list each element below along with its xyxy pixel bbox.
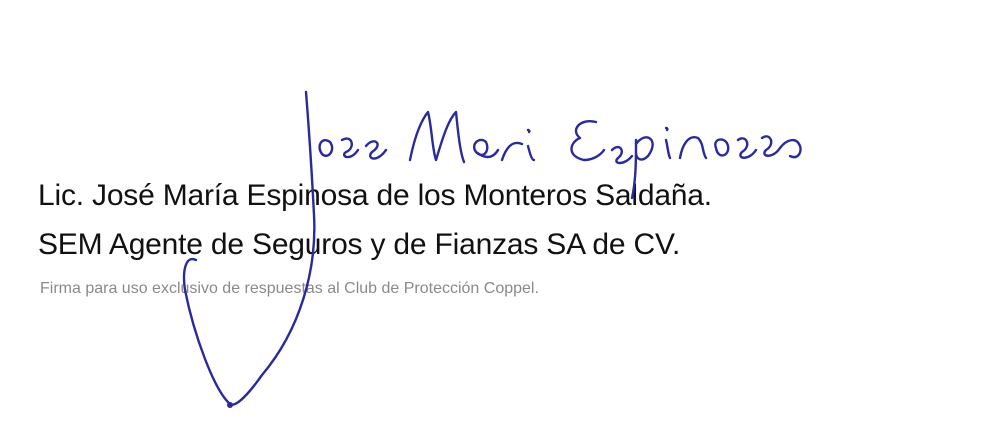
company-name: SEM Agente de Seguros y de Fianzas SA de CV.: [38, 228, 681, 261]
signature-maria-stroke: [410, 112, 534, 162]
signatory-name: Lic. José María Espinosa de los Monteros Saldaña.: [38, 179, 712, 212]
usage-note: Firma para uso exclusivo de respuestas al Club de Protección Coppel.: [40, 280, 539, 297]
signature-ose-stroke: [320, 139, 386, 159]
signature-dot: [227, 402, 233, 408]
